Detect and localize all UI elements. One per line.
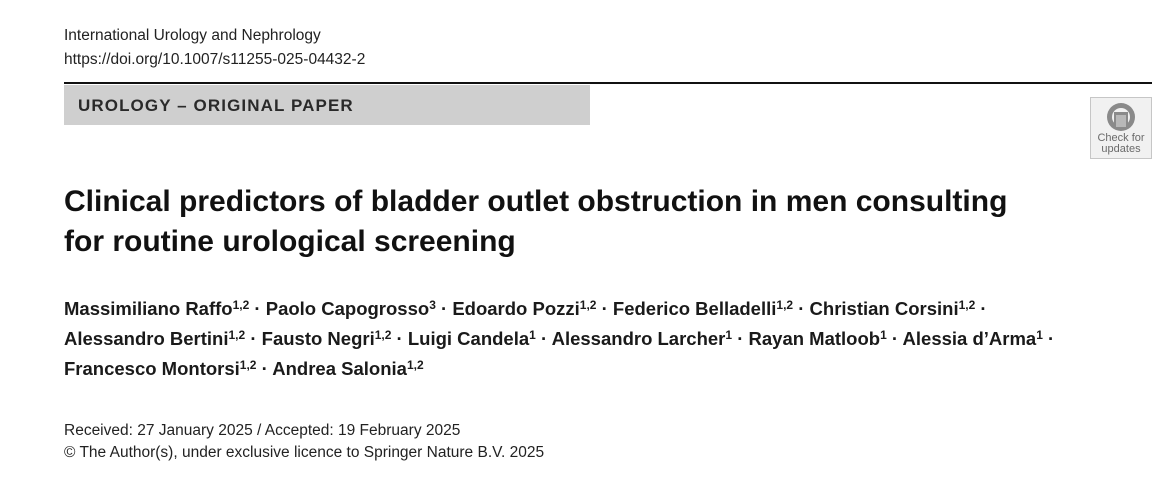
author-affiliation: 1 <box>725 328 733 342</box>
doi-link[interactable]: https://doi.org/10.1007/s11255-025-04432-2 <box>64 51 366 68</box>
author-affiliation: 1,2 <box>239 358 257 372</box>
section-label: UROLOGY – ORIGINAL PAPER <box>78 96 354 115</box>
author-affiliation: 1,2 <box>228 328 246 342</box>
author-separator: · <box>886 328 903 349</box>
journal-header <box>64 24 365 72</box>
author-name[interactable]: Alessandro Bertini <box>64 328 229 349</box>
author-affiliation: 1,2 <box>374 328 392 342</box>
author-name[interactable]: Federico Belladelli <box>612 298 777 319</box>
author-separator: · <box>1042 328 1055 349</box>
received-accepted-dates: Received: 27 January 2025 / Accepted: 19 February 2025 <box>64 422 461 439</box>
author-separator: · <box>535 328 552 349</box>
author-affiliation: 3 <box>429 298 436 312</box>
author-separator: · <box>245 328 262 349</box>
author-name[interactable]: Andrea Salonia <box>272 358 407 379</box>
author-line <box>64 324 1164 354</box>
author-list <box>64 294 1164 384</box>
header-divider <box>64 82 1152 84</box>
author-name[interactable]: Luigi Candela <box>407 328 530 349</box>
author-line <box>64 354 1164 384</box>
author-name[interactable]: Alessia d’Arma <box>902 328 1037 349</box>
author-line <box>64 294 1164 324</box>
author-separator: · <box>596 298 613 319</box>
author-affiliation: 1 <box>529 328 536 342</box>
author-name[interactable]: Rayan Matloob <box>748 328 881 349</box>
check-for-updates-line2: updates <box>1101 143 1141 155</box>
article-title-line1: Clinical predictors of bladder outlet obstruction in men consulting <box>64 185 1008 218</box>
author-name[interactable]: Paolo Capogrosso <box>265 298 430 319</box>
article-dates <box>64 420 544 464</box>
author-affiliation: 1,2 <box>406 358 424 372</box>
author-affiliation: 1,2 <box>776 298 794 312</box>
author-affiliation: 1,2 <box>958 298 976 312</box>
article-title-line2: for routine urological screening <box>64 225 516 258</box>
author-affiliation: 1 <box>880 328 887 342</box>
author-affiliation: 1,2 <box>579 298 597 312</box>
author-name[interactable]: Francesco Montorsi <box>64 358 240 379</box>
check-for-updates-icon <box>1104 101 1138 133</box>
check-for-updates-line1: Check for <box>1097 132 1145 144</box>
author-separator: · <box>256 358 273 379</box>
author-name[interactable]: Massimiliano Raffo <box>64 298 233 319</box>
author-affiliation: 1 <box>1036 328 1043 342</box>
author-separator: · <box>249 298 266 319</box>
author-affiliation: 1,2 <box>232 298 250 312</box>
author-name[interactable]: Fausto Negri <box>261 328 375 349</box>
author-separator: · <box>391 328 408 349</box>
copyright-notice: © The Author(s), under exclusive licence to Springer Nature B.V. 2025 <box>64 444 545 461</box>
article-title <box>64 182 1064 262</box>
author-separator: · <box>435 298 453 319</box>
author-name[interactable]: Edoardo Pozzi <box>452 298 580 319</box>
author-separator: · <box>732 328 749 349</box>
journal-name: International Urology and Nephrology <box>64 27 321 44</box>
author-name[interactable]: Alessandro Larcher <box>551 328 726 349</box>
section-banner <box>64 85 590 125</box>
check-for-updates-button[interactable] <box>1090 97 1152 159</box>
author-separator: · <box>793 298 810 319</box>
author-separator: · <box>975 298 987 319</box>
author-name[interactable]: Christian Corsini <box>809 298 959 319</box>
